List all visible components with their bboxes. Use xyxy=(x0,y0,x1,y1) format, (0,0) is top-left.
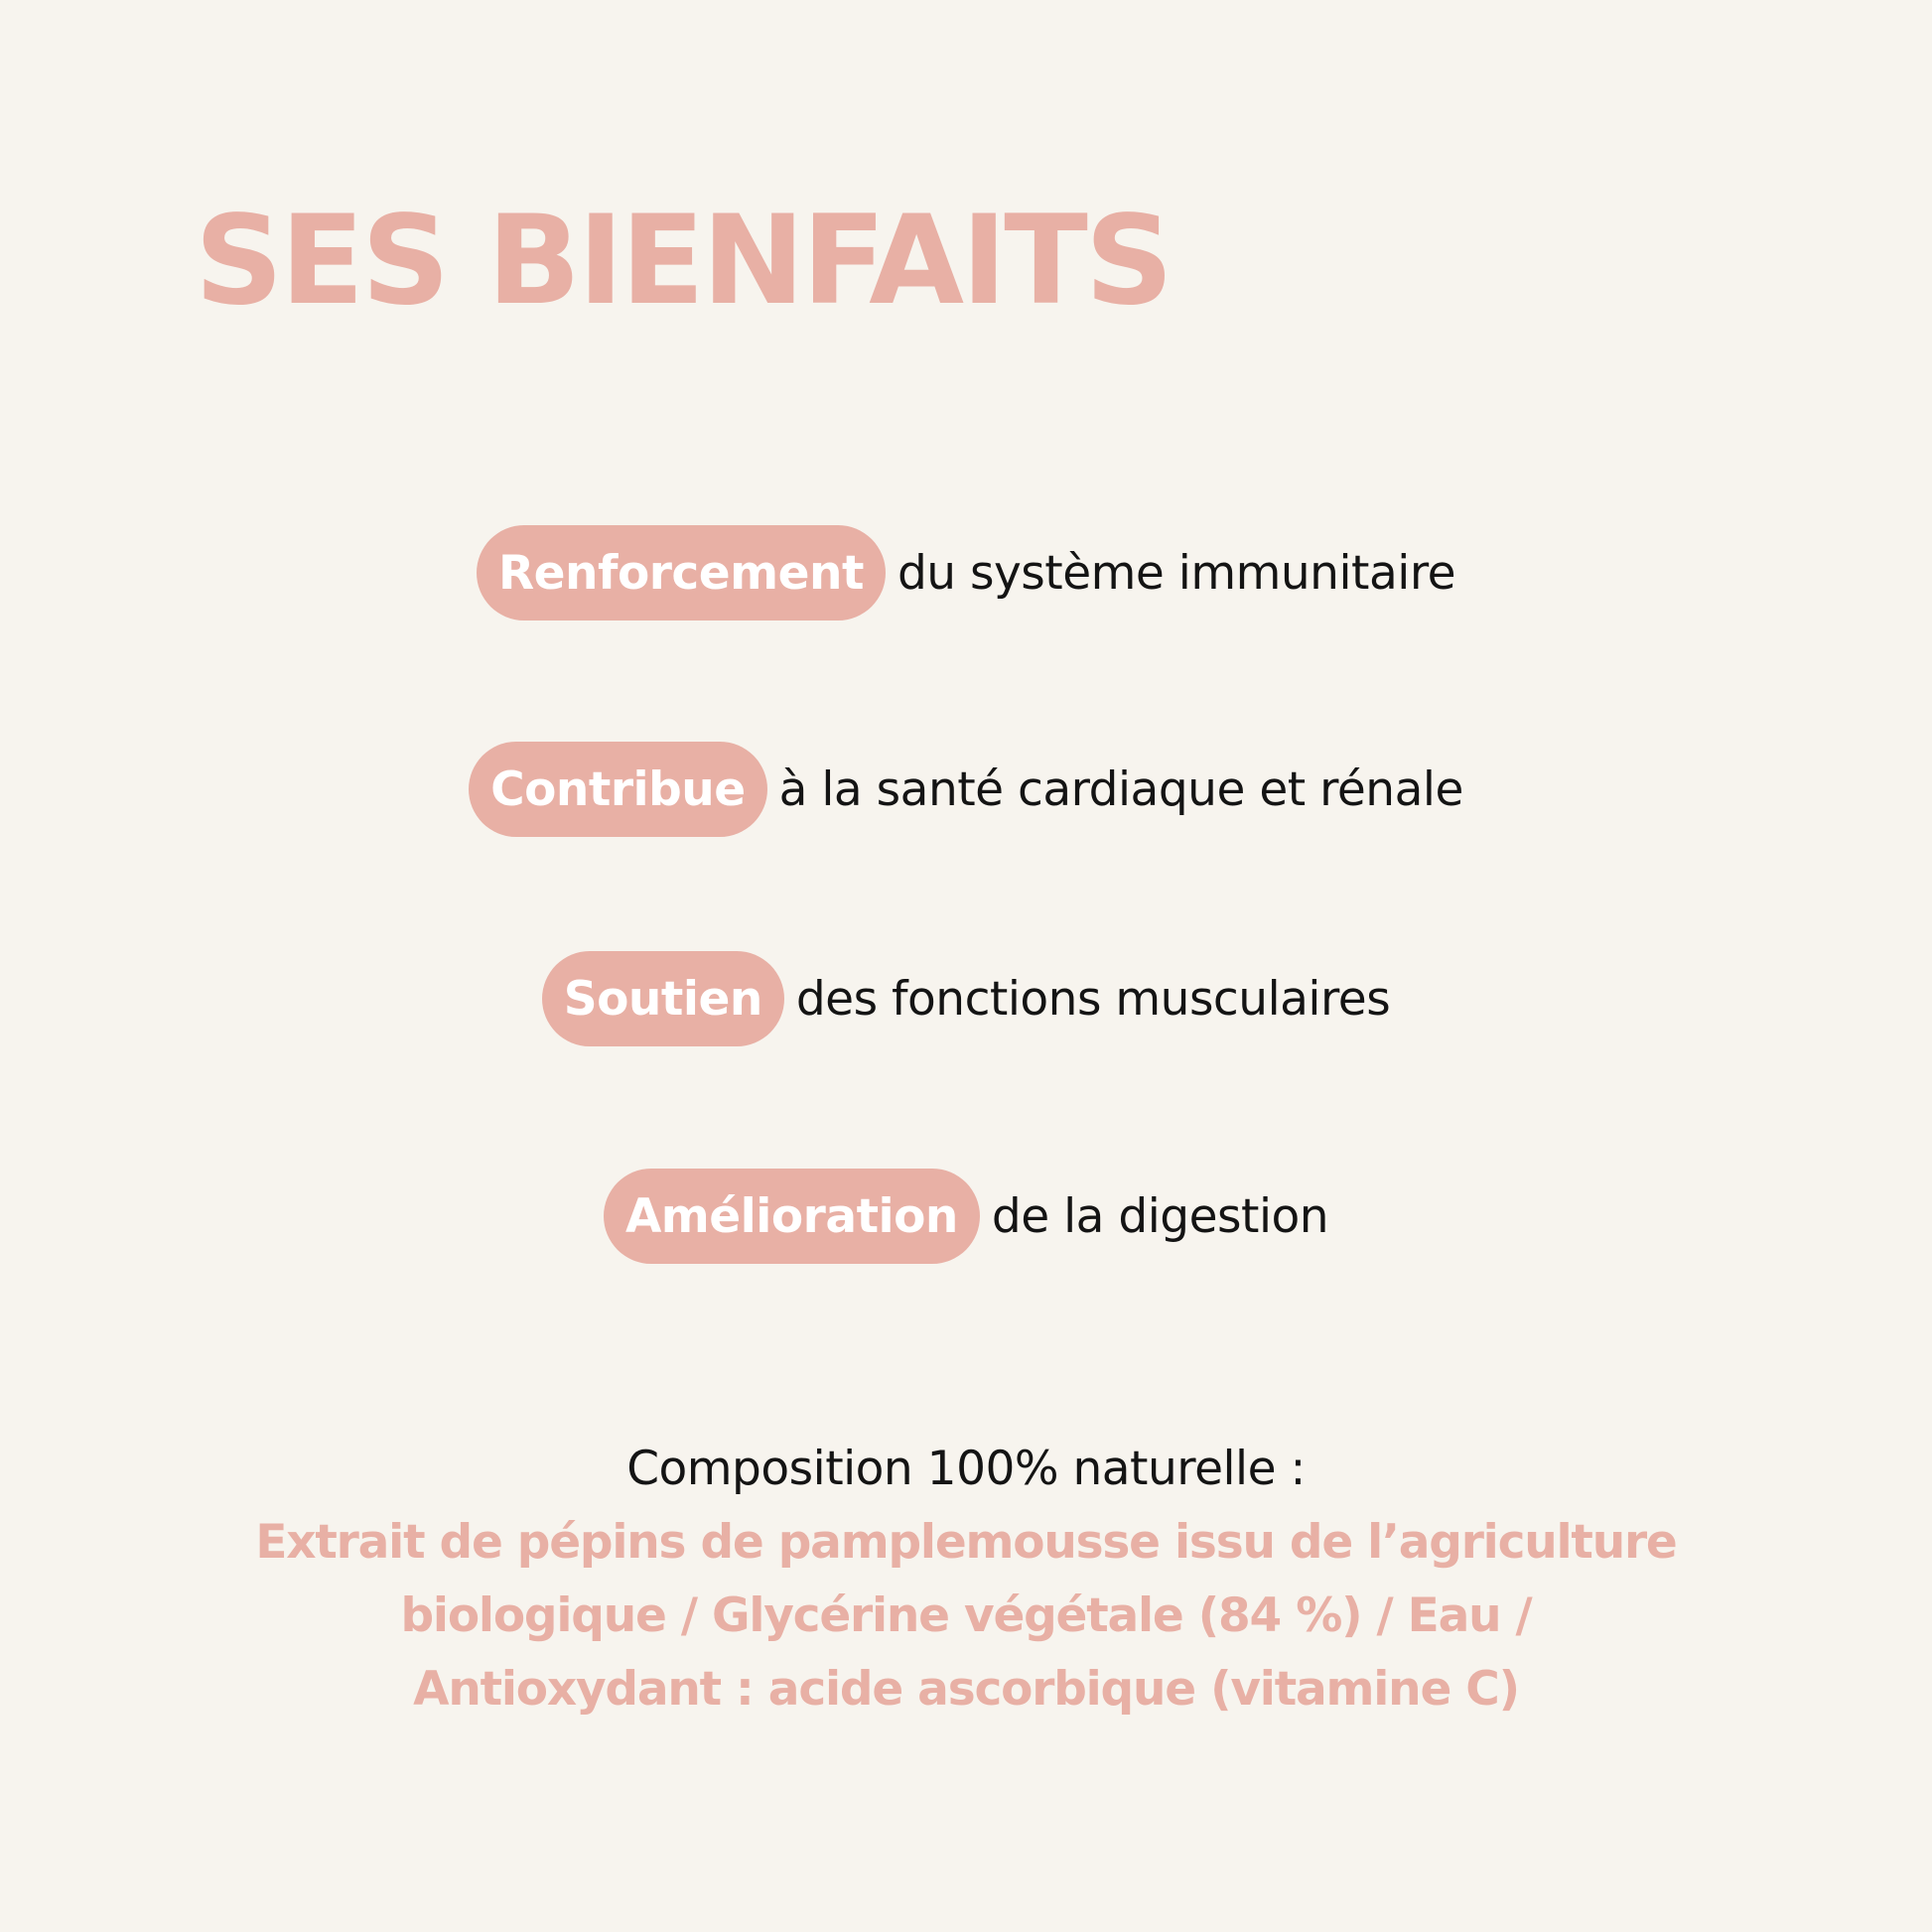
benefit-item-immunity xyxy=(0,525,1932,621)
composition-ingredients-line-3: Antioxydant : acide ascorbique (vitamine C) xyxy=(413,1662,1519,1717)
benefit-description: à la santé cardiaque et rénale xyxy=(778,761,1463,817)
composition-ingredients-line-2: biologique / Glycérine végétale (84 %) / Eau / xyxy=(400,1588,1532,1643)
composition-label: Composition 100% naturelle : xyxy=(626,1442,1306,1496)
benefit-item-digestion xyxy=(0,1169,1932,1264)
composition-ingredients-line-1: Extrait de pépins de pamplemousse issu de l’agriculture xyxy=(255,1515,1677,1570)
benefit-item-heart-kidney xyxy=(0,742,1932,837)
page-title: SES BIENFAITS xyxy=(195,190,1172,333)
benefit-description: des fonctions musculaires xyxy=(795,971,1391,1027)
benefit-item-muscles xyxy=(0,951,1932,1046)
benefit-keyword-badge: Renforcement xyxy=(477,525,886,621)
benefit-description: du système immunitaire xyxy=(897,545,1456,601)
benefit-keyword-badge: Contribue xyxy=(469,742,766,837)
benefit-description: de la digestion xyxy=(991,1188,1329,1244)
benefit-keyword-badge: Amélioration xyxy=(604,1169,980,1264)
benefit-keyword-badge: Soutien xyxy=(542,951,784,1046)
